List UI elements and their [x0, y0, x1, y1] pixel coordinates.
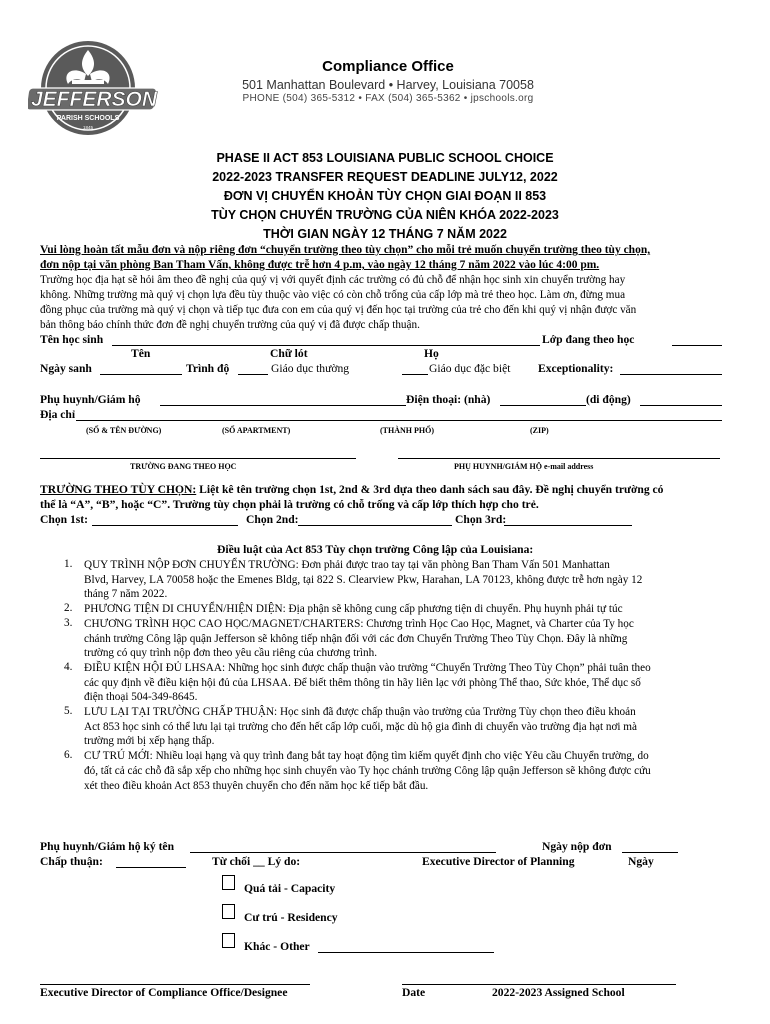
guardian-name-label: Phụ huynh/Giám hộ [40, 393, 141, 406]
logo-sub-text: PARISH SCHOOLS [56, 115, 120, 122]
choice-3-field[interactable] [504, 525, 632, 526]
date-submitted-field[interactable] [622, 852, 678, 853]
choice-2-field[interactable] [298, 525, 452, 526]
first-name-caption: Tên [131, 347, 151, 360]
rule-4-line: các quy định về điều kiện hội đủ của LHSAA. Để biết thêm thông tin hãy liên lạc với phòng Thể thao, Sức khỏe, Thể dục số [84, 677, 641, 689]
address-field[interactable] [76, 420, 722, 421]
rule-5-line: Act 853 học sinh có thể lưu lại tại trường cho đến hết cấp lớp cuối, mặc dù hộ gia đình di chuyển vào trường địa hạt nơi mà [84, 721, 637, 733]
phone-home-field[interactable] [500, 405, 586, 406]
other-label: Khác - Other [244, 940, 310, 953]
intro-bold-line-2: đơn nộp tại văn phòng Ban Tham Vấn, không được trễ hơn 4 p.m, vào ngày 12 tháng 7 năm 2022 vào lúc 4:00 pm. [40, 259, 600, 271]
exec-compliance-signature-field[interactable] [40, 984, 310, 985]
residency-label: Cư trú - Residency [244, 911, 338, 924]
exceptionality-field[interactable] [620, 374, 722, 375]
title-line-3: ĐƠN VỊ CHUYỂN KHOẢN TÙY CHỌN GIAI ĐOẠN II 853 [223, 189, 547, 203]
grade-field[interactable] [672, 345, 722, 346]
logo-main-text: JEFFERSON [30, 88, 158, 111]
rule-1-line: tháng 7 năm 2022. [84, 588, 168, 600]
title-line-4: TÙY CHỌN CHUYỂN TRƯỜNG CỦA NIÊN KHÓA 2022-2023 [211, 208, 559, 222]
zip-caption: (ZIP) [530, 426, 549, 435]
office-address: 501 Manhattan Boulevard • Harvey, Louisiana 70058 [242, 78, 534, 92]
student-name-label: Tên học sinh [40, 333, 104, 346]
apt-caption: (SỐ APARTMENT) [222, 426, 291, 435]
title-line-5: THỜI GIAN NGÀY 12 THÁNG 7 NĂM 2022 [263, 227, 507, 241]
guardian-sign-label: Phụ huynh/Giám hộ ký tên [40, 840, 175, 853]
rule-6-line: đó, tất cả các chỗ đã sắp xếp cho những học sinh chuyển vào Ty học chánh trường Công lập quận Jefferson sẽ không được cứu [84, 765, 651, 777]
intro-body-line: bản thông báo chính thức đơn đề nghị chuyển trường của quý vị đã được chấp thuận. [40, 319, 420, 331]
approved-field[interactable] [116, 867, 186, 868]
rule-number: 2. [64, 602, 73, 614]
jefferson-parish-schools-logo [28, 38, 160, 138]
last-name-caption: Họ [424, 347, 439, 360]
rule-1-line: QUY TRÌNH NỘP ĐƠN CHUYỂN TRƯỜNG: Đơn phải được trao tay tại văn phòng Ban Tham Vấn 501 Manhattan [84, 559, 610, 571]
logo-year: 1845 [82, 125, 94, 130]
street-caption: (SỐ & TÊN ĐƯỜNG) [86, 426, 162, 435]
guardian-name-field[interactable] [160, 405, 406, 406]
rule-number: 5. [64, 705, 73, 717]
intro-body-line: đồng phục của trường mà quý vị chọn và tiếp tục đưa con em của quý vị đến học tại trường của trẻ cho đến khi quý vị nhận được văn [40, 304, 637, 316]
email-field[interactable] [398, 458, 720, 459]
choice-3-label: Chọn 3rd: [455, 513, 507, 526]
date-caption: Date [402, 986, 426, 999]
rule-number: 6. [64, 749, 73, 761]
rule-1-line: Blvd, Harvey, LA 70058 hoặc the Emenes Bldg, tại 822 S. Clearview Pkw, Harahan, LA 70123, không được trễ hơn ngày 12 [84, 574, 643, 586]
phone-mobile-field[interactable] [640, 405, 722, 406]
date-assigned-school-field[interactable] [402, 984, 676, 985]
office-contact: PHONE (504) 365-5312 • FAX (504) 365-5362 • jpschools.org [242, 93, 534, 104]
choice-heading: TRƯỜNG THEO TÙY CHỌN: [40, 483, 197, 496]
regular-ed-field[interactable] [238, 374, 268, 375]
grade-label: Lớp đang theo học [542, 333, 635, 346]
level-label: Trình độ [186, 362, 230, 375]
dob-label: Ngày sanh [40, 362, 92, 375]
choice-2-label: Chọn 2nd: [246, 513, 299, 526]
intro-body-line: Trường học địa hạt sẽ hỏi âm theo đề nghị của quý vị với quyết định các trường có đủ chỗ để nhận học sinh xin chuyển trường hay [40, 274, 626, 286]
student-name-field[interactable] [112, 345, 540, 346]
approved-label: Chấp thuận: [40, 855, 103, 868]
phone-home-label: Điện thoại: (nhà) [406, 393, 491, 406]
rule-2-line: PHƯƠNG TIỆN DI CHUYỂN/HIỆN DIỆN: Địa phận sẽ không cung cấp phương tiện di chuyển. Phụ huynh phải tự túc [84, 603, 623, 615]
rule-number: 3. [64, 617, 73, 629]
residency-checkbox[interactable] [222, 904, 235, 919]
city-caption: (THÀNH PHỐ) [380, 426, 434, 435]
capacity-checkbox[interactable] [222, 875, 235, 890]
office-title: Compliance Office [322, 58, 454, 75]
email-caption: PHỤ HUYNH/GIÁM HỘ e-mail address [454, 462, 594, 471]
rule-5-line: trường mới bị xếp hạng thấp. [84, 735, 215, 747]
rule-number: 4. [64, 661, 73, 673]
guardian-signature-field[interactable] [190, 852, 496, 853]
rules-heading: Điều luật của Act 853 Tùy chọn trường Công lập của Louisiana: [217, 543, 534, 556]
intro-bold-line-1: Vui lòng hoàn tất mẫu đơn và nộp riêng đơn “chuyển trường theo tùy chọn” cho mỗi trẻ muốn chuyển trường theo tùy chọn, [40, 244, 651, 256]
title-line-2: 2022-2023 TRANSFER REQUEST DEADLINE JULY12, 2022 [212, 170, 558, 184]
rule-6-line: xét theo điều khoản Act 853 thuyên chuyển cho đến năm học kế tiếp bắt đầu. [84, 780, 429, 792]
address-label: Địa chỉ [40, 408, 76, 421]
rule-number: 1. [64, 558, 73, 570]
date-submitted-label: Ngày nộp đơn [542, 840, 612, 853]
rule-4-line: điện thoại 504-349-8645. [84, 691, 198, 703]
special-ed-field[interactable] [402, 374, 428, 375]
phone-mobile-label: (di động) [586, 393, 631, 406]
choice-line-2: thể là “A”, “B”, hoặc “C”. Trường tùy chọn phải là trường có chỗ trống và cấp lớp thích hợp cho trẻ. [40, 498, 539, 511]
rule-4-line: ĐIỀU KIỆN HỘI ĐỦ LHSAA: Những học sinh được chấp thuận vào trường “Chuyển Trường Theo Tùy Chọn” phải tuân theo [84, 662, 651, 674]
exec-planning-caption: Executive Director of Planning [422, 855, 575, 868]
day-caption: Ngày [628, 855, 654, 868]
exceptionality-label: Exceptionality: [538, 362, 614, 375]
rule-3-line: CHƯƠNG TRÌNH HỌC CAO HỌC/MAGNET/CHARTERS: Chương trình Học Cao Học, Magnet, và Charter của Ty học [84, 618, 634, 630]
choice-1-label: Chọn 1st: [40, 513, 88, 526]
rule-5-line: LƯU LẠI TẠI TRƯỜNG CHẤP THUẬN: Học sinh đã được chấp thuận vào trường của Trường Tùy chọn theo điều khoản [84, 706, 636, 718]
other-reason-field[interactable] [318, 952, 494, 953]
dob-field[interactable] [100, 374, 182, 375]
middle-name-caption: Chữ lót [270, 347, 308, 360]
choice-line-1 [40, 483, 663, 497]
intro-body-line: không. Những trường mà quý vị chọn lựa đều tùy thuộc vào việc có còn chỗ trống của cấp lớp mà trẻ theo học. Làm ơn, đừng mua [40, 289, 626, 301]
rule-3-line: chánh trường Công lập quận Jefferson sẽ không tiếp nhận đối với các đơn Chuyển Trường Theo Tùy Chọn. Đây là những [84, 633, 628, 645]
rule-6-line: CƯ TRÚ MỚI: Nhiều loại hạng và quy trình đang bắt tay hoạt động tìm kiếm quyết định cho việc Yêu cầu Chuyển trường, do [84, 750, 649, 762]
rule-3-line: trường có quy trình nộp đơn theo yêu cầu riêng của chương trình. [84, 647, 378, 659]
current-school-field[interactable] [40, 458, 356, 459]
other-checkbox[interactable] [222, 933, 235, 948]
assigned-school-caption: 2022-2023 Assigned School [492, 986, 625, 999]
choice-1-field[interactable] [92, 525, 238, 526]
capacity-label: Quá tải - Capacity [244, 882, 336, 895]
choice-instructions: Liệt kê tên trường chọn 1st, 2nd & 3rd dựa theo danh sách sau đây. Đề nghị chuyển trường có [196, 483, 664, 496]
exec-compliance-caption: Executive Director of Compliance Office/Designee [40, 986, 288, 999]
current-school-caption: TRƯỜNG ĐANG THEO HỌC [130, 462, 237, 471]
regular-ed-option: Giáo dục thường [271, 362, 350, 375]
denied-label: Từ chối __ Lý do: [212, 855, 301, 868]
special-ed-option: Giáo dục đặc biệt [429, 362, 511, 375]
title-line-1: PHASE II ACT 853 LOUISIANA PUBLIC SCHOOL CHOICE [216, 151, 554, 165]
